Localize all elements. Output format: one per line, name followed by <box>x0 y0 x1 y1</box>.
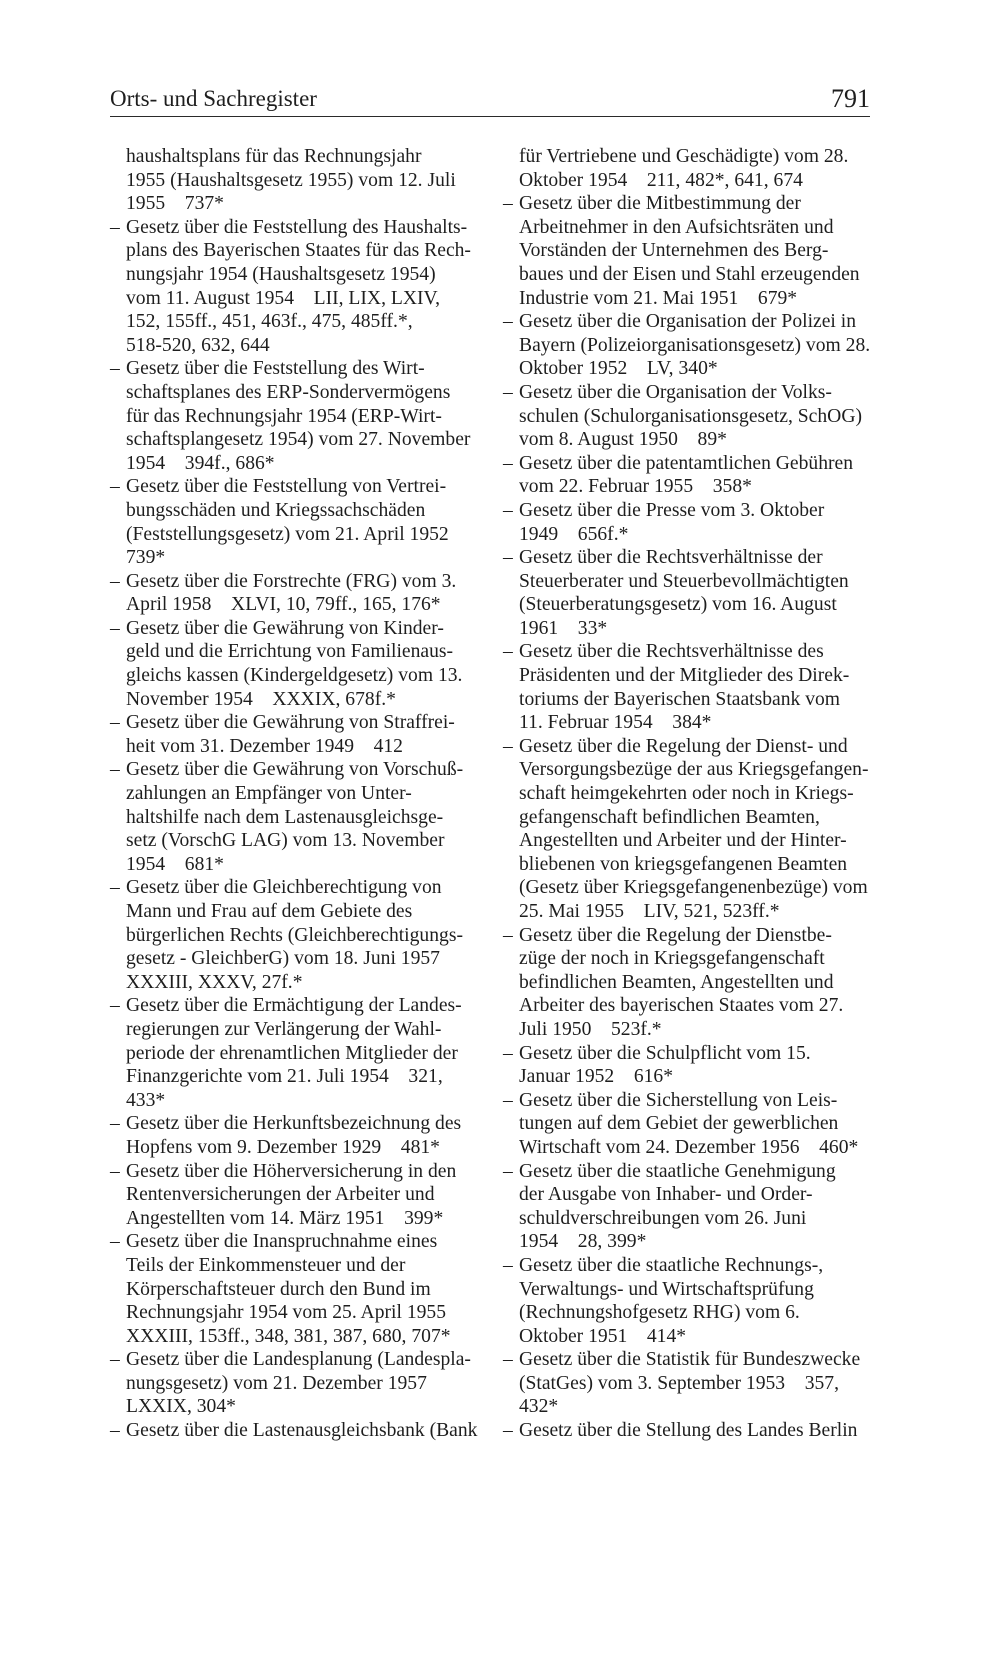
index-entry <box>110 145 482 216</box>
entry-line: Steuerberater und Steuerbevollmächtigten <box>519 570 849 592</box>
entry-line: LXXIX, 304* <box>126 1396 236 1418</box>
entry-line: Gesetz über die Regelung der Dienstbe- <box>519 924 832 946</box>
entry-line: Industrie vom 21. Mai 1951 679* <box>519 287 798 309</box>
entry-line: XXXIII, 153ff., 348, 381, 387, 680, 707* <box>126 1325 451 1347</box>
entry-line: Januar 1952 616* <box>519 1066 674 1088</box>
entry-dash: – <box>503 924 513 946</box>
entry-line: baues und der Eisen und Stahl erzeugenden <box>519 263 860 285</box>
entry-dash: – <box>110 476 120 498</box>
entry-dash: – <box>503 311 513 333</box>
index-entry <box>110 1419 482 1443</box>
entry-line: Gesetz über die Gewährung von Kinder- <box>126 617 444 639</box>
index-entry <box>503 381 873 452</box>
entry-line: 152, 155ff., 451, 463f., 475, 485ff.*, <box>126 311 413 333</box>
entry-line: Gesetz über die Gewährung von Vorschuß- <box>126 759 464 781</box>
index-entry <box>110 876 482 994</box>
entry-dash: – <box>110 995 120 1017</box>
entry-line: Oktober 1951 414* <box>519 1325 687 1347</box>
entry-line: Vorständen der Unternehmen des Berg- <box>519 240 829 262</box>
entry-line: (Steuerberatungsgesetz) vom 16. August <box>519 594 837 616</box>
entry-line: Präsidenten und der Mitglieder des Direk- <box>519 665 850 687</box>
entry-line: tungen auf dem Gebiet der gewerblichen <box>519 1113 839 1135</box>
entry-dash: – <box>503 499 513 521</box>
entry-line: regierungen zur Verlängerung der Wahl- <box>126 1018 442 1040</box>
entry-dash: – <box>110 712 120 734</box>
index-entry <box>503 499 873 546</box>
entry-line: Angestellten vom 14. März 1951 399* <box>126 1207 444 1229</box>
entry-dash: – <box>110 1420 120 1442</box>
index-entry <box>503 1160 873 1254</box>
entry-line: Gesetz über die Lastenausgleichsbank (Bank <box>126 1420 478 1442</box>
entry-dash: – <box>503 1042 513 1064</box>
entry-dash: – <box>110 216 120 238</box>
entry-line: (Rechnungshofgesetz RHG) vom 6. <box>519 1302 800 1324</box>
entry-line: Arbeitnehmer in den Aufsichtsräten und <box>519 216 834 238</box>
index-entry <box>110 216 482 358</box>
entry-dash: – <box>503 381 513 403</box>
running-title: Orts- und Sachregister <box>110 86 317 111</box>
index-entry <box>110 570 482 617</box>
entry-line: vom 8. August 1950 89* <box>519 429 727 451</box>
entry-line: zahlungen an Empfänger von Unter- <box>126 783 412 805</box>
entry-dash: – <box>503 1160 513 1182</box>
entry-line: Gesetz über die Gleichberechtigung von <box>126 877 442 899</box>
page-number: 791 <box>831 84 870 113</box>
entry-line: Rechnungsjahr 1954 vom 25. April 1955 <box>126 1302 447 1324</box>
entry-line: (Feststellungsgesetz) vom 21. April 1952 <box>126 523 449 545</box>
entry-line: 1949 656f.* <box>519 523 629 545</box>
entry-line: April 1958 XLVI, 10, 79ff., 165, 176* <box>126 594 441 616</box>
entry-line: (Gesetz über Kriegsgefangenenbezüge) vom <box>519 877 868 899</box>
entry-line: Teils der Einkommensteuer und der <box>126 1254 406 1276</box>
entry-line: Gesetz über die Organisation der Polizei in <box>519 311 856 333</box>
entry-line: Gesetz über die Presse vom 3. Oktober <box>519 499 825 521</box>
entry-dash: – <box>110 1231 120 1253</box>
header-rule <box>110 116 870 117</box>
entry-line: haltshilfe nach dem Lastenausgleichsge- <box>126 806 444 828</box>
entry-line: Finanzgerichte vom 21. Juli 1954 321, <box>126 1066 443 1088</box>
entry-line: Verwaltungs- und Wirtschaftsprüfung <box>519 1278 814 1300</box>
entry-line: plans des Bayerischen Staates für das Rech- <box>126 240 471 262</box>
entry-line: Gesetz über die Regelung der Dienst- und <box>519 735 848 757</box>
entry-dash: – <box>110 1349 120 1371</box>
right-column <box>503 145 873 1443</box>
index-entry <box>503 640 873 734</box>
index-entry <box>503 1042 873 1089</box>
index-entry <box>503 924 873 1042</box>
entry-line: schulen (Schulorganisationsgesetz, SchOG) <box>519 405 863 427</box>
entry-line: schaftsplanes des ERP-Sondervermögens <box>126 381 451 403</box>
entry-line: 11. Februar 1954 384* <box>519 712 712 734</box>
entry-line: Gesetz über die Sicherstellung von Leis- <box>519 1089 838 1111</box>
entry-line: geld und die Errichtung von Familienaus- <box>126 641 454 663</box>
entry-line: 432* <box>519 1396 559 1418</box>
entry-dash: – <box>503 735 513 757</box>
entry-line: Gesetz über die Organisation der Volks- <box>519 381 832 403</box>
entry-line: 1954 28, 399* <box>519 1231 647 1253</box>
index-entry <box>110 1112 482 1159</box>
entry-dash: – <box>503 641 513 663</box>
entry-line: befindlichen Beamten, Angestellten und <box>519 971 834 993</box>
entry-dash: – <box>503 193 513 215</box>
entry-line: toriums der Bayerischen Staatsbank vom <box>519 688 841 710</box>
entry-dash: – <box>503 1420 513 1442</box>
entry-line: Gesetz über die Feststellung des Wirt- <box>126 358 425 380</box>
entry-line: 739* <box>126 547 166 569</box>
page-header <box>110 84 870 116</box>
entry-line: bliebenen von kriegsgefangenen Beamten <box>519 853 848 875</box>
left-column <box>110 145 482 1443</box>
entry-line: schuldverschreibungen vom 26. Juni <box>519 1207 807 1229</box>
entry-line: 1954 681* <box>126 853 224 875</box>
entry-line: Rentenversicherungen der Arbeiter und <box>126 1184 435 1206</box>
entry-dash: – <box>110 1113 120 1135</box>
entry-line: Gesetz über die Landesplanung (Landespla- <box>126 1349 471 1371</box>
index-entry <box>503 1419 873 1443</box>
entry-line: Oktober 1952 LV, 340* <box>519 358 718 380</box>
entry-line: gesetz - GleichberG) vom 18. Juni 1957 <box>126 948 440 970</box>
entry-line: Angestellten und Arbeiter und der Hinter- <box>519 830 847 852</box>
entry-line: Gesetz über die Forstrechte (FRG) vom 3. <box>126 570 457 592</box>
entry-line: Gesetz über die Mitbestimmung der <box>519 193 801 215</box>
entry-line: vom 22. Februar 1955 358* <box>519 476 752 498</box>
entry-line: bungsschäden und Kriegssachschäden <box>126 499 426 521</box>
entry-line: Gesetz über die Gewährung von Straffrei- <box>126 712 455 734</box>
entry-line: 433* <box>126 1089 166 1111</box>
index-entry <box>110 758 482 876</box>
index-entry <box>503 145 873 192</box>
entry-line: November 1954 XXXIX, 678f.* <box>126 688 396 710</box>
entry-line: Versorgungsbezüge der aus Kriegsgefangen- <box>519 759 869 781</box>
entry-line: 1955 (Haushaltsgesetz 1955) vom 12. Juli <box>126 169 456 191</box>
entry-line: bürgerlichen Rechts (Gleichberechtigungs- <box>126 924 463 946</box>
entry-line: Gesetz über die patentamtlichen Gebühren <box>519 452 854 474</box>
index-entry <box>110 1160 482 1231</box>
entry-dash: – <box>503 1349 513 1371</box>
entry-line: Gesetz über die Feststellung von Vertrei- <box>126 476 447 498</box>
entry-line: züge der noch in Kriegsgefangenschaft <box>519 948 825 970</box>
entry-line: Mann und Frau auf dem Gebiete des <box>126 901 413 922</box>
index-entry <box>110 1230 482 1348</box>
index-entry <box>503 1089 873 1160</box>
entry-dash: – <box>110 759 120 781</box>
entry-line: Gesetz über die Schulpflicht vom 15. <box>519 1042 811 1064</box>
entry-line: setz (VorschG LAG) vom 13. November <box>126 830 445 852</box>
entry-line: 518-520, 632, 644 <box>126 334 270 356</box>
entry-line: schaftsplangesetz 1954) vom 27. November <box>126 429 471 451</box>
entry-line: XXXIII, XXXV, 27f.* <box>126 971 303 993</box>
entry-line: Gesetz über die Inanspruchnahme eines <box>126 1231 438 1253</box>
entry-line: Gesetz über die Rechtsverhältnisse des <box>519 641 824 663</box>
entry-dash: – <box>110 877 120 899</box>
index-entry <box>110 475 482 569</box>
entry-line: Hopfens vom 9. Dezember 1929 481* <box>126 1136 440 1158</box>
entry-line: 1955 737* <box>126 193 224 215</box>
entry-line: Gesetz über die Feststellung des Haushalts- <box>126 216 468 238</box>
entry-line: für das Rechnungsjahr 1954 (ERP-Wirt- <box>126 405 442 427</box>
entry-dash: – <box>110 570 120 592</box>
entry-line: 1961 33* <box>519 617 608 639</box>
entry-line: Bayern (Polizeiorganisationsgesetz) vom 28. <box>519 334 871 356</box>
entry-line: schaft heimgekehrten oder noch in Kriegs- <box>519 783 854 805</box>
index-entry <box>503 1254 873 1348</box>
entry-line: Gesetz über die Rechtsverhältnisse der <box>519 547 823 569</box>
entry-line: Wirtschaft vom 24. Dezember 1956 460* <box>519 1136 859 1158</box>
entry-line: Gesetz über die staatliche Rechnungs-, <box>519 1254 824 1276</box>
entry-line: Gesetz über die Stellung des Landes Berlin <box>519 1420 858 1442</box>
entry-line: Körperschaftsteuer durch den Bund im <box>126 1278 431 1300</box>
entry-line: der Ausgabe von Inhaber- und Order- <box>519 1184 813 1206</box>
entry-dash: – <box>503 547 513 569</box>
index-entry <box>110 711 482 758</box>
index-entry <box>110 617 482 711</box>
index-entry <box>503 735 873 924</box>
entry-line: haushaltsplans für das Rechnungsjahr <box>126 146 422 167</box>
entry-line: vom 11. August 1954 LII, LIX, LXIV, <box>126 287 441 309</box>
entry-line: 25. Mai 1955 LIV, 521, 523ff.* <box>519 901 780 922</box>
index-entry <box>503 310 873 381</box>
entry-line: (StatGes) vom 3. September 1953 357, <box>519 1372 839 1394</box>
entry-line: Gesetz über die Herkunftsbezeichnung des <box>126 1113 462 1135</box>
entry-line: nungsgesetz) vom 21. Dezember 1957 <box>126 1372 427 1394</box>
index-entry <box>503 452 873 499</box>
entry-dash: – <box>503 1089 513 1111</box>
entry-line: gefangenschaft befindlichen Beamten, <box>519 806 820 828</box>
entry-line: gleichs kassen (Kindergeldgesetz) vom 13. <box>126 665 463 687</box>
index-entry <box>503 192 873 310</box>
entry-line: periode der ehrenamtlichen Mitglieder der <box>126 1042 458 1064</box>
entry-dash: – <box>110 617 120 639</box>
entry-line: heit vom 31. Dezember 1949 412 <box>126 735 403 757</box>
index-entry <box>503 546 873 640</box>
entry-line: Juli 1950 523f.* <box>519 1018 662 1040</box>
entry-line: Arbeiter des bayerischen Staates vom 27. <box>519 995 844 1017</box>
index-entry <box>110 357 482 475</box>
entry-dash: – <box>503 1254 513 1276</box>
entry-line: Gesetz über die Ermächtigung der Landes- <box>126 995 462 1017</box>
index-entry <box>110 1348 482 1419</box>
entry-line: Gesetz über die Höherversicherung in den <box>126 1160 457 1182</box>
entry-line: 1954 394f., 686* <box>126 452 275 474</box>
entry-line: Gesetz über die Statistik für Bundeszwecke <box>519 1349 861 1371</box>
index-entry <box>110 994 482 1112</box>
entry-dash: – <box>110 358 120 380</box>
entry-line: nungsjahr 1954 (Haushaltsgesetz 1954) <box>126 263 436 285</box>
entry-line: Gesetz über die staatliche Genehmigung <box>519 1160 836 1182</box>
entry-line: für Vertriebene und Geschädigte) vom 28. <box>519 146 849 167</box>
entry-line: Oktober 1954 211, 482*, 641, 674 <box>519 169 803 191</box>
index-entry <box>503 1348 873 1419</box>
entry-dash: – <box>110 1160 120 1182</box>
entry-dash: – <box>503 452 513 474</box>
